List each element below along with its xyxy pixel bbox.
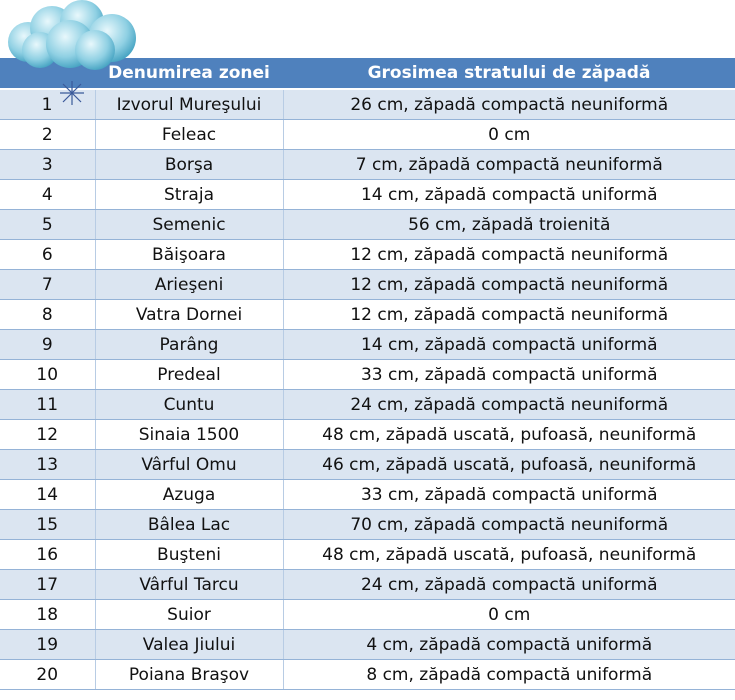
- row-number: 12: [0, 420, 95, 450]
- row-number: 19: [0, 630, 95, 660]
- row-number: 4: [0, 180, 95, 210]
- zone-name: Semenic: [95, 210, 283, 240]
- snow-depth: 12 cm, zăpadă compactă neuniformă: [283, 240, 735, 270]
- table-row: [0, 330, 735, 360]
- snow-depth: 33 cm, zăpadă compactă uniformă: [283, 360, 735, 390]
- row-number: 3: [0, 150, 95, 180]
- zone-name: Vârful Omu: [95, 450, 283, 480]
- snow-depth-table: [0, 58, 735, 690]
- snow-depth: 7 cm, zăpadă compactă neuniformă: [283, 150, 735, 180]
- snow-depth: 14 cm, zăpadă compactă uniformă: [283, 330, 735, 360]
- table-row: [0, 480, 735, 510]
- zone-name: Arieşeni: [95, 270, 283, 300]
- snow-depth: 48 cm, zăpadă uscată, pufoasă, neuniformă: [283, 540, 735, 570]
- zone-name: Vârful Tarcu: [95, 570, 283, 600]
- table-row: [0, 150, 735, 180]
- snow-depth: 24 cm, zăpadă compactă neuniformă: [283, 390, 735, 420]
- zone-name: Azuga: [95, 480, 283, 510]
- row-number: 10: [0, 360, 95, 390]
- row-number: 11: [0, 390, 95, 420]
- snow-depth: 12 cm, zăpadă compactă neuniformă: [283, 270, 735, 300]
- header-zone: Denumirea zonei: [95, 58, 283, 89]
- table-row: [0, 630, 735, 660]
- zone-name: Suior: [95, 600, 283, 630]
- row-number: 17: [0, 570, 95, 600]
- snow-depth: 70 cm, zăpadă compactă neuniformă: [283, 510, 735, 540]
- table-row: [0, 450, 735, 480]
- zone-name: Straja: [95, 180, 283, 210]
- zone-name: Buşteni: [95, 540, 283, 570]
- zone-name: Băişoara: [95, 240, 283, 270]
- snow-depth: 14 cm, zăpadă compactă uniformă: [283, 180, 735, 210]
- row-number: 13: [0, 450, 95, 480]
- snow-depth: 0 cm: [283, 600, 735, 630]
- snow-depth: 46 cm, zăpadă uscată, pufoasă, neuniformă: [283, 450, 735, 480]
- row-number: 18: [0, 600, 95, 630]
- snow-depth: 26 cm, zăpadă compactă neuniformă: [283, 89, 735, 120]
- table-row: [0, 600, 735, 630]
- table-row: [0, 270, 735, 300]
- row-number: 14: [0, 480, 95, 510]
- row-number: 8: [0, 300, 95, 330]
- table-row: [0, 360, 735, 390]
- zone-name: Poiana Braşov: [95, 660, 283, 690]
- zone-name: Predeal: [95, 360, 283, 390]
- zone-name: Valea Jiului: [95, 630, 283, 660]
- zone-name: Vatra Dornei: [95, 300, 283, 330]
- zone-name: Borşa: [95, 150, 283, 180]
- row-number: 9: [0, 330, 95, 360]
- zone-name: Feleac: [95, 120, 283, 150]
- table-row: [0, 420, 735, 450]
- table-row: [0, 510, 735, 540]
- snow-depth: 8 cm, zăpadă compactă uniformă: [283, 660, 735, 690]
- row-number: 1: [0, 89, 95, 120]
- table-row: [0, 660, 735, 690]
- row-number: 16: [0, 540, 95, 570]
- snow-depth: 48 cm, zăpadă uscată, pufoasă, neuniformă: [283, 420, 735, 450]
- table-row: [0, 240, 735, 270]
- table-row: [0, 570, 735, 600]
- table-row: [0, 540, 735, 570]
- header-snow-depth: Grosimea stratului de zăpadă: [283, 58, 735, 89]
- snow-cloud-icon: [0, 0, 145, 115]
- snow-depth: 56 cm, zăpadă troienită: [283, 210, 735, 240]
- table-row: [0, 180, 735, 210]
- snow-depth: 0 cm: [283, 120, 735, 150]
- table-row: [0, 390, 735, 420]
- snow-depth: 24 cm, zăpadă compactă uniformă: [283, 570, 735, 600]
- row-number: 7: [0, 270, 95, 300]
- table-row: [0, 210, 735, 240]
- row-number: 5: [0, 210, 95, 240]
- row-number: 20: [0, 660, 95, 690]
- zone-name: Izvorul Mureşului: [95, 89, 283, 120]
- row-number: 15: [0, 510, 95, 540]
- zone-name: Cuntu: [95, 390, 283, 420]
- table-row: [0, 300, 735, 330]
- snow-depth: 12 cm, zăpadă compactă neuniformă: [283, 300, 735, 330]
- snow-depth: 33 cm, zăpadă compactă uniformă: [283, 480, 735, 510]
- snow-depth: 4 cm, zăpadă compactă uniformă: [283, 630, 735, 660]
- zone-name: Parâng: [95, 330, 283, 360]
- row-number: 6: [0, 240, 95, 270]
- row-number: 2: [0, 120, 95, 150]
- table-row: [0, 120, 735, 150]
- zone-name: Sinaia 1500: [95, 420, 283, 450]
- zone-name: Bâlea Lac: [95, 510, 283, 540]
